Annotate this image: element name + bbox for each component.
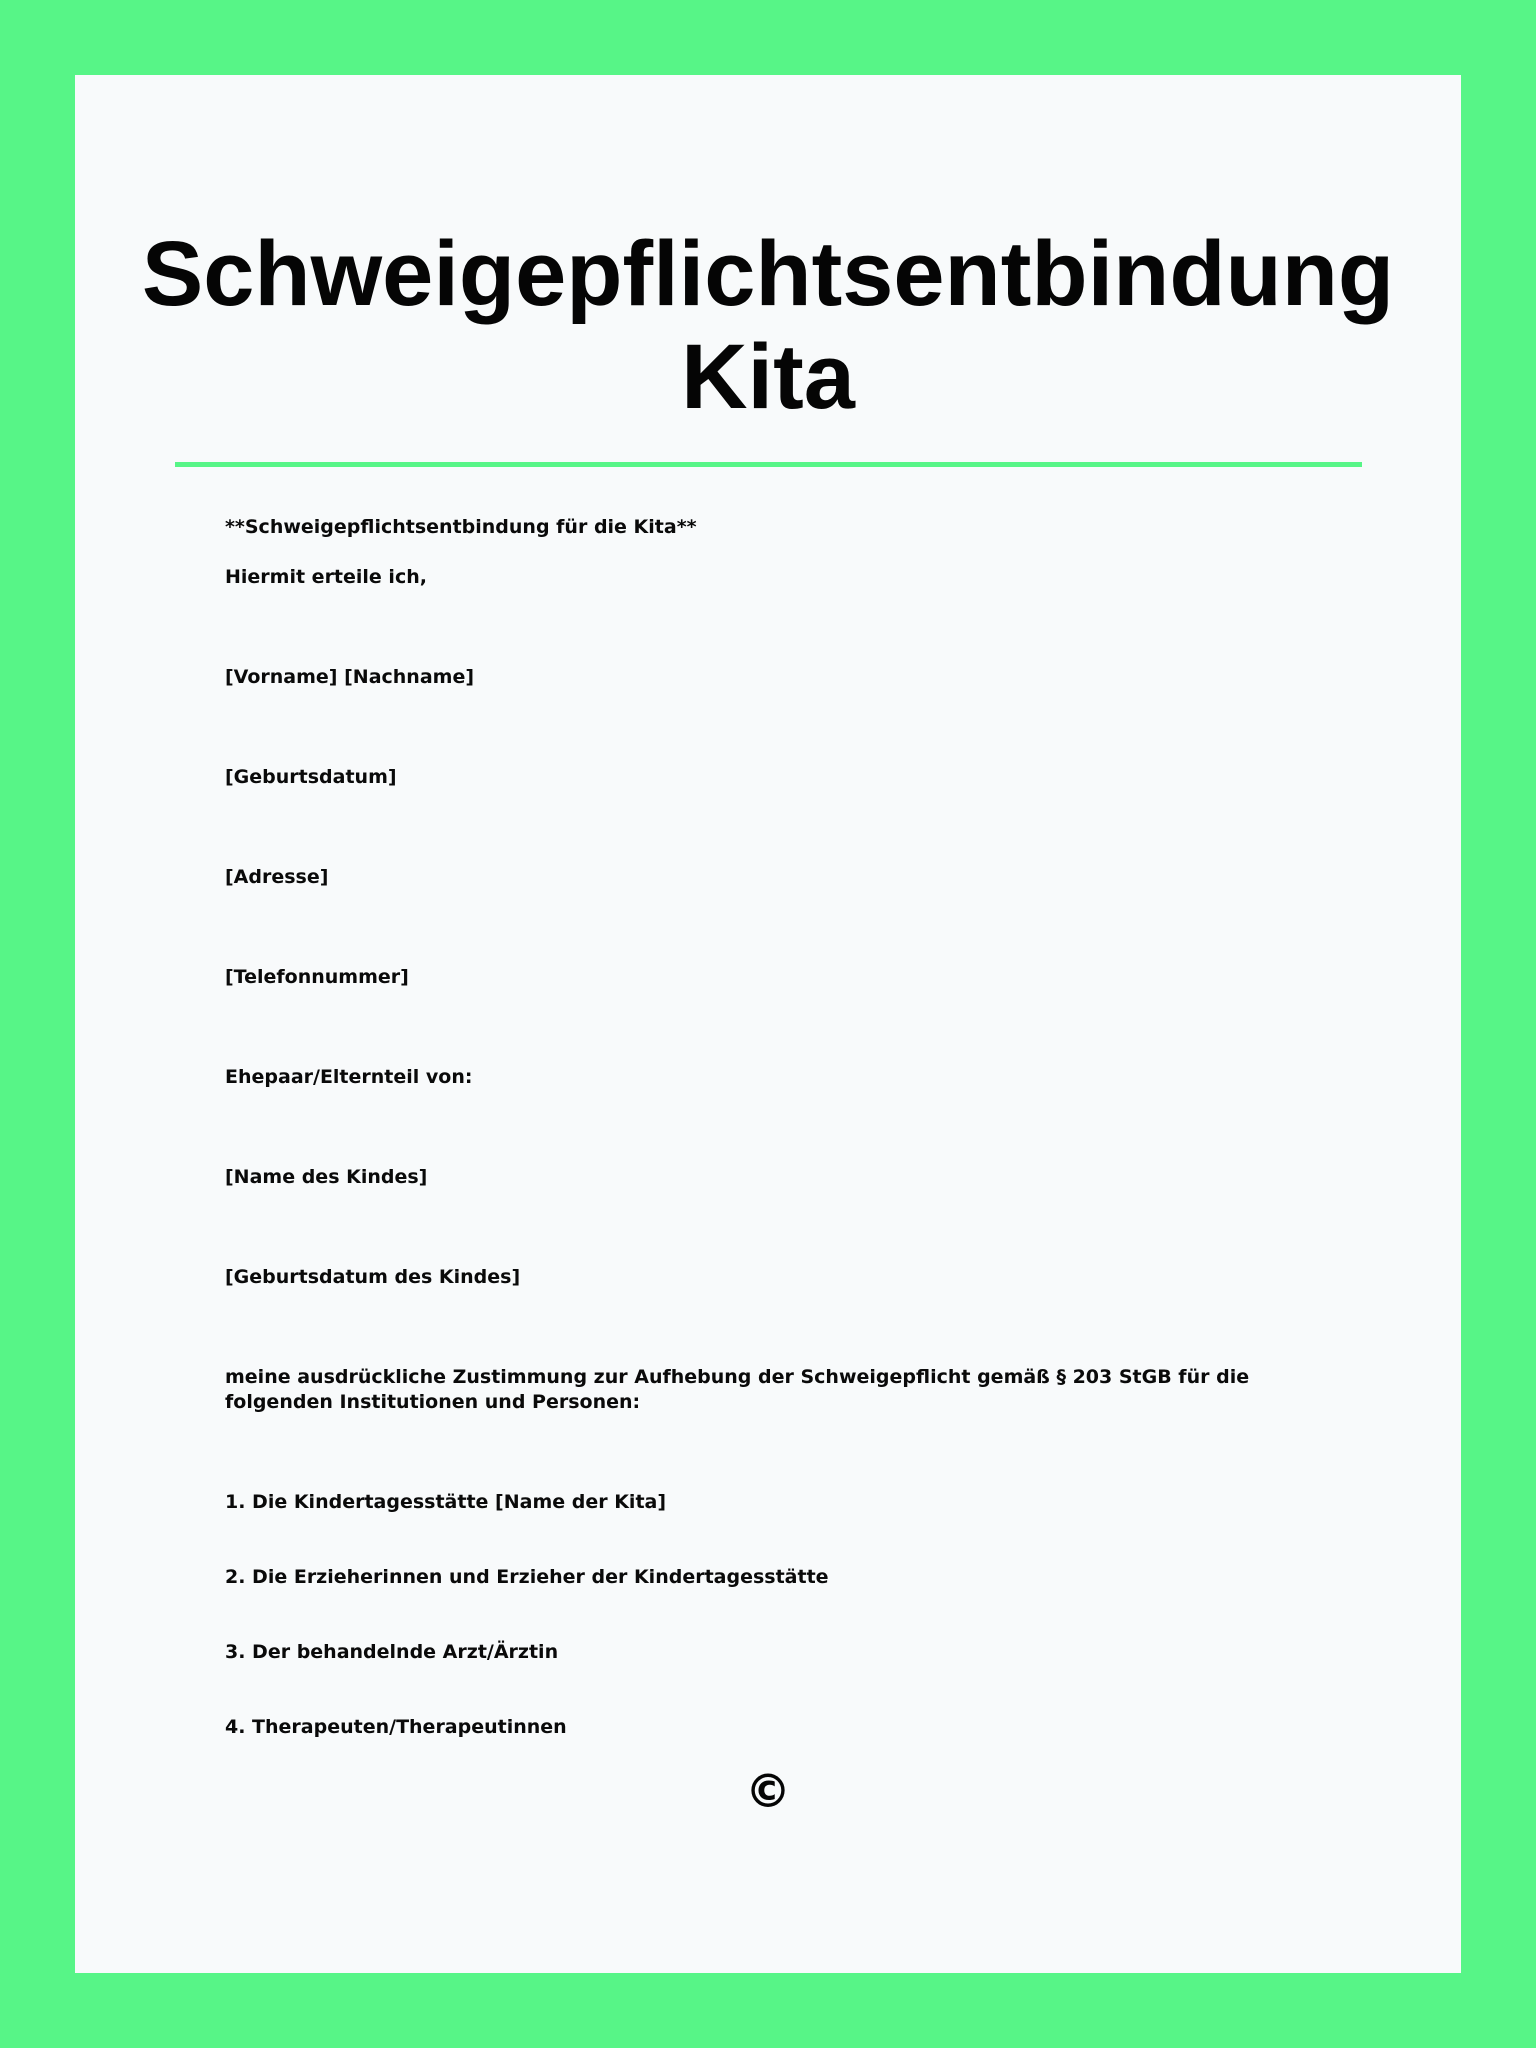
intro-text: Hiermit erteile ich, <box>225 566 427 588</box>
title-line-1: Schweigepflichtsentbindung <box>141 223 1395 325</box>
document-page <box>75 75 1461 1973</box>
field-birthdate: [Geburtsdatum] <box>225 766 397 788</box>
field-child-birthdate: [Geburtsdatum des Kindes] <box>225 1266 521 1288</box>
consent-paragraph: meine ausdrückliche Zustimmung zur Aufhebung der Schweigepflicht gemäß § 203 StGB für die folgenden Institutionen und Personen: <box>225 1366 1250 1413</box>
field-name: [Vorname] [Nachname] <box>225 666 475 688</box>
list-item-1: 1. Die Kindertagesstätte [Name der Kita] <box>225 1491 667 1513</box>
field-address: [Adresse] <box>225 866 329 888</box>
field-child-name: [Name des Kindes] <box>225 1166 428 1188</box>
list-item-3: 3. Der behandelnde Arzt/Ärztin <box>225 1641 559 1663</box>
field-phone: [Telefonnummer] <box>225 966 409 988</box>
list-item-2: 2. Die Erzieherinnen und Erzieher der Kindertagesstätte <box>225 1566 829 1588</box>
copyright-symbol: © <box>745 1764 791 1818</box>
document-title <box>75 223 1461 429</box>
title-divider <box>175 462 1362 467</box>
list-item-4: 4. Therapeuten/Therapeutinnen <box>225 1716 567 1738</box>
document-heading: **Schweigepflichtsentbindung für die Kita** <box>225 516 697 538</box>
field-relation: Ehepaar/Elternteil von: <box>225 1066 473 1088</box>
title-line-2: Kita <box>681 326 855 428</box>
